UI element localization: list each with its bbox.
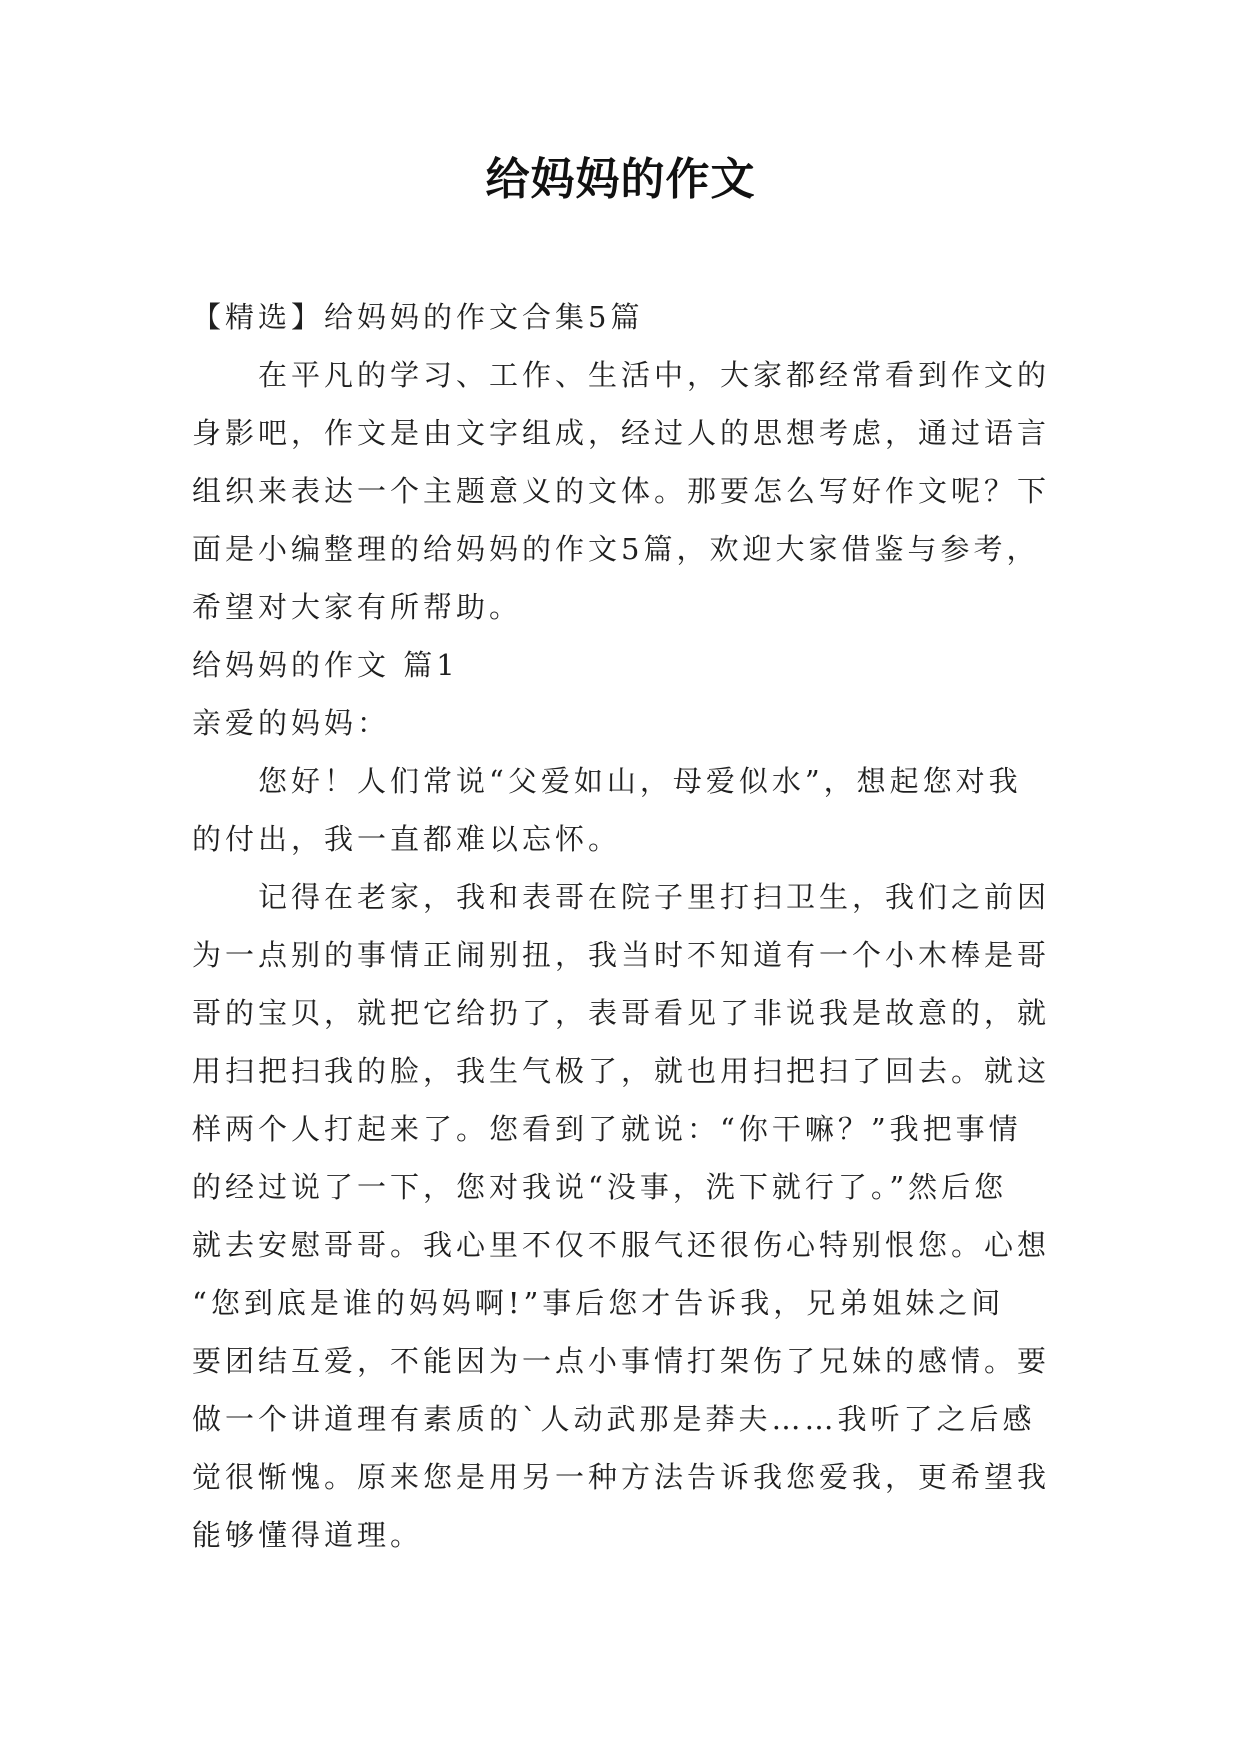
text-line: 能够懂得道理。 xyxy=(192,1518,424,1552)
text-line: 在平凡的学习、工作、生活中，大家都经常看到作文的 xyxy=(258,358,1051,392)
document-body xyxy=(192,288,1050,1564)
intro-paragraph xyxy=(192,346,1050,636)
text-line: 要团结互爱，不能因为一点小事情打架伤了兄妹的感情。要 xyxy=(192,1344,1051,1378)
text-line: 身影吧，作文是由文字组成，经过人的思想考虑，通过语言 xyxy=(192,416,1051,450)
text-line: 觉很惭愧。原来您是用另一种方法告诉我您爱我，更希望我 xyxy=(192,1460,1051,1494)
letter-paragraph-2 xyxy=(192,868,1050,1564)
text-line: 的经过说了一下，您对我说“没事，洗下就行了。”然后您 xyxy=(192,1170,1008,1204)
text-line: 的付出，我一直都难以忘怀。 xyxy=(192,822,622,856)
salutation: 亲爱的妈妈： xyxy=(192,706,391,740)
text-line: 就去安慰哥哥。我心里不仅不服气还很伤心特别恨您。心想 xyxy=(192,1228,1051,1262)
text-line: 用扫把扫我的脸，我生气极了，就也用扫把扫了回去。就这 xyxy=(192,1054,1051,1088)
text-line: 哥的宝贝，就把它给扔了，表哥看见了非说我是故意的，就 xyxy=(192,996,1051,1030)
text-line: “您到底是谁的妈妈啊!”事后您才告诉我，兄弟姐妹之间 xyxy=(192,1286,1005,1320)
letter-paragraph-1 xyxy=(192,752,1050,868)
text-line: 您好！人们常说“父爱如山，母爱似水”，想起您对我 xyxy=(258,764,1022,798)
text-line: 面是小编整理的给妈妈的作文5篇，欢迎大家借鉴与参考， xyxy=(192,532,1040,566)
text-line: 为一点别的事情正闹别扭，我当时不知道有一个小木棒是哥 xyxy=(192,938,1051,972)
section-heading: 给妈妈的作文 篇1 xyxy=(192,648,459,682)
text-line: 做一个讲道理有素质的`人动武那是莽夫……我听了之后感 xyxy=(192,1402,1036,1436)
text-line: 希望对大家有所帮助。 xyxy=(192,590,523,624)
document-title: 给妈妈的作文 xyxy=(485,154,756,205)
text-line: 样两个人打起来了。您看到了就说：“你干嘛？”我把事情 xyxy=(192,1112,1022,1146)
text-line: 组织来表达一个主题意义的文体。那要怎么写好作文呢？下 xyxy=(192,474,1051,508)
subtitle: 【精选】给妈妈的作文合集5篇 xyxy=(192,300,644,334)
text-line: 记得在老家，我和表哥在院子里打扫卫生，我们之前因 xyxy=(258,880,1051,914)
